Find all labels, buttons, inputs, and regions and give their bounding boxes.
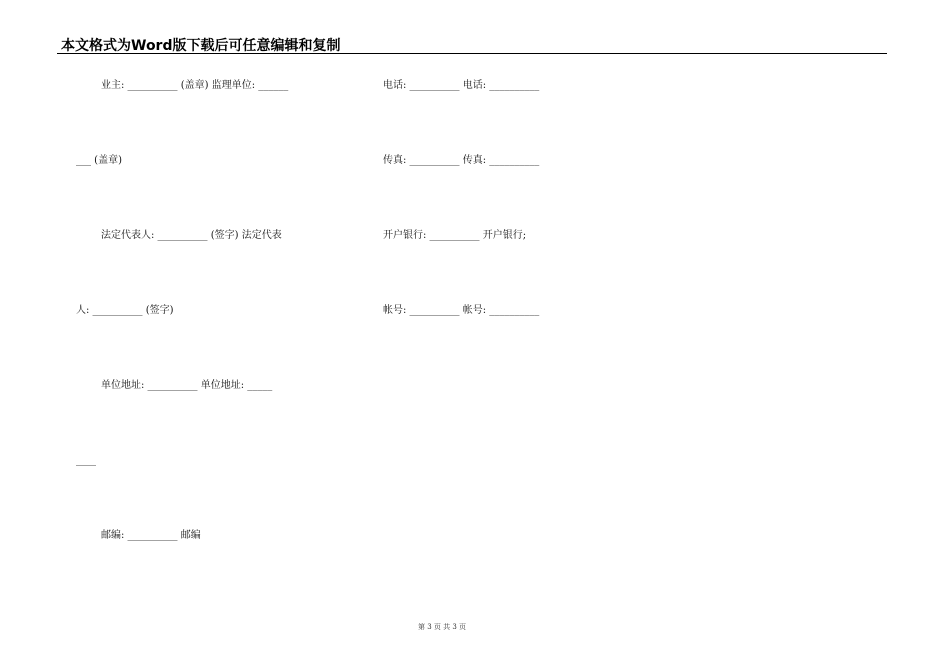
right-line-phone: 电话: __________ 电话: __________ [383,80,540,91]
left-line-seal-continuation: ___ (盖章) [76,155,122,166]
page-footer-number: 第 3 页 共 3 页 [417,623,467,631]
left-line-signature-continuation: 人: __________ (签字) [76,305,174,316]
left-line-owner-supervisor: 业主: __________ (盖章) 监理单位: ______ [101,80,289,91]
left-line-postcode: 邮编: __________ 邮编 [101,530,201,541]
right-line-bank: 开户银行: __________ 开户银行; [383,230,527,241]
header-divider [57,53,887,54]
left-line-address-continuation: ____ [76,455,96,466]
right-line-account: 帐号: __________ 帐号: __________ [383,305,540,316]
left-line-unit-address: 单位地址: __________ 单位地址: _____ [101,380,273,391]
left-line-legal-representative: 法定代表人: __________ (签字) 法定代表 [101,230,282,241]
right-line-fax: 传真: __________ 传真: __________ [383,155,540,166]
page-header-title: 本文格式为Word版下载后可任意编辑和复制 [61,38,341,54]
